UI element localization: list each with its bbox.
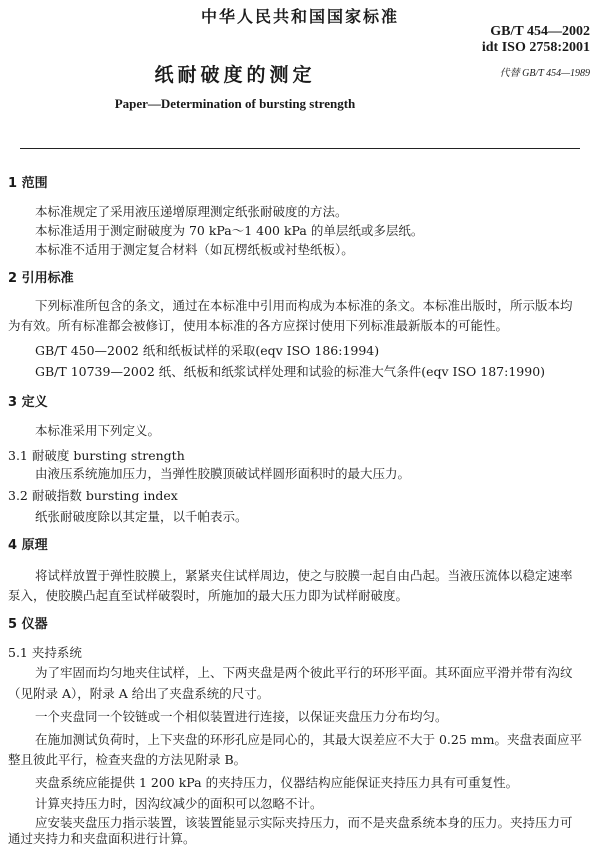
definition-term: 3.2 耐破指数 bursting index — [8, 488, 178, 503]
header-organization: 中华人民共和国国家标准 — [200, 7, 399, 26]
section-heading-definitions: 3 定义 — [8, 395, 48, 410]
body-text-line: （见附录 A），附录 A 给出了夹盘系统的尺寸。 — [8, 686, 270, 701]
section-heading-apparatus: 5 仪器 — [8, 617, 48, 632]
body-text-line: 为有效。所有标准都会被修订，使用本标准的各方应探讨使用下列标准最新版本的可能性。 — [8, 318, 509, 333]
document-title-english: Paper—Determination of bursting strength — [114, 96, 356, 111]
reference-item: GB/T 450—2002 纸和纸板试样的采取(eqv ISO 186:1994) — [35, 343, 380, 358]
body-text-line: 将试样放置于弹性胶膜上，紧紧夹住试样周边，使之与胶膜一起自由凸起。当液压流体以稳定速率 — [35, 568, 573, 583]
identical-standard: idt ISO 2758:2001 — [481, 40, 590, 55]
body-text-line: 计算夹持压力时，因沟纹减少的面积可以忽略不计。 — [35, 796, 323, 811]
subsection-heading: 5.1 夹持系统 — [8, 645, 82, 660]
body-text-line: 本标准规定了采用液压递增原理测定纸张耐破度的方法。 — [35, 204, 348, 219]
body-text-line: 下列标准所包含的条文，通过在本标准中引用而构成为本标准的条文。本标准出版时，所示版本均 — [35, 298, 573, 313]
body-text-line: 应安装夹盘压力指示装置，该装置能显示实际夹持压力，而不是夹盘系统本身的压力。夹持压力可 — [35, 815, 573, 830]
body-text-line: 泵入，使胶膜凸起直至试样破裂时，所施加的最大压力即为试样耐破度。 — [8, 588, 409, 603]
body-text-line: 夹盘系统应能提供 1 200 kPa 的夹持压力，仪器结构应能保证夹持压力具有可重复性。 — [35, 775, 519, 790]
body-text-line: 通过夹持力和夹盘面积进行计算。 — [8, 831, 196, 846]
replaces-standard: 代替 GB/T 454—1989 — [499, 68, 590, 79]
standard-number: GB/T 454—2002 — [490, 24, 590, 39]
section-heading-references: 2 引用标准 — [8, 271, 74, 286]
body-text-line: 本标准适用于测定耐破度为 70 kPa～1 400 kPa 的单层纸或多层纸。 — [35, 223, 424, 238]
section-heading-principle: 4 原理 — [8, 538, 48, 553]
standard-number-block — [482, 24, 590, 79]
reference-item: GB/T 10739—2002 纸、纸板和纸浆试样处理和试验的标准大气条件(eqv ISO 187:1990) — [35, 364, 546, 379]
document-title-chinese: 纸耐破度的测定 — [154, 64, 316, 86]
body-text-line: 在施加测试负荷时，上下夹盘的环形孔应是同心的，其最大误差应不大于 0.25 mm。夹盘表面应平 — [35, 732, 582, 747]
body-text-line: 由液压系统施加压力，当弹性胶膜顶破试样圆形面积时的最大压力。 — [35, 466, 411, 481]
body-text-line: 纸张耐破度除以其定量，以千帕表示。 — [35, 509, 248, 524]
body-text-line: 本标准不适用于测定复合材料（如瓦楞纸板或衬垫纸板）。 — [35, 242, 354, 257]
section-heading-scope: 1 范围 — [8, 176, 48, 191]
body-text-line: 本标准采用下列定义。 — [35, 423, 161, 438]
body-text-line: 整且彼此平行，检查夹盘的方法见附录 B。 — [8, 752, 247, 767]
body-text-line: 一个夹盘同一个铰链或一个相似装置进行连接，以保证夹盘压力分布均匀。 — [35, 709, 448, 724]
definition-term: 3.1 耐破度 bursting strength — [8, 448, 185, 463]
body-text-line: 为了牢固而均匀地夹住试样，上、下两夹盘是两个彼此平行的环形平面。其环面应平滑并带有沟纹 — [35, 665, 573, 680]
header-divider — [20, 148, 580, 149]
